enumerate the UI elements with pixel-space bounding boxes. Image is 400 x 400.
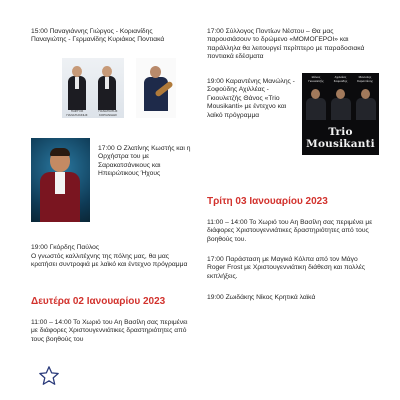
event-text: 11:00 – 14:00 Το Χωριό του Αη Βασίλη σας περιμένει με διάφορες Χριστουγεννιάτικες δραστηριότητες από τους βοηθούς του [31,319,188,343]
event-magician [207,256,377,281]
trio-name: Μανώλης Καραντένης [357,75,373,83]
musician-figure [330,89,352,119]
musician-figure [305,89,327,119]
trio-name: Αχιλλέας Σοφούδης [333,75,348,83]
event-text: 15:00 Παναγιάννης Γιώργος - Κοριανίδης Παναγιώτης - Γερμανίδης Κυριάκος Ποντιακά [31,28,165,44]
event-pontioi-nestou [207,28,375,62]
musician-figure [68,66,86,110]
musician-figure [355,89,377,119]
trio-logo-text: Trio Mousikanti [306,126,375,150]
event-trio-mousikanti [207,78,299,120]
photo-caption: ΓΙΩΡΓΟΣ ΠΑΝΑΓΙΑΝΝΗΣ [66,109,88,117]
event-text: 17:00 Παράσταση με Μαγικά Κόλπα από τον Μάγο Roger Frost με Χριστουγεννιάτικη διάθεση και πολλές εκπλήξεις. [207,256,366,280]
event-text: 17:00 Ο Ζλατίνης Κωστής και η Ορχήστρα του με Σαρακατσάνικους και Ηπειρώτικους Ήχους [98,145,191,178]
day-heading-monday: Δευτέρα 02 Ιανουαρίου 2023 [31,296,166,307]
trio-mousikanti-photo [302,73,379,155]
day-heading-tuesday: Τρίτη 03 Ιανουαρίου 2023 [207,196,328,207]
trio-name: Θάνος Γκιουλετζής [308,75,324,83]
event-santa-village-tuesday [207,219,377,244]
musician-figure [98,66,116,110]
event-text: 19:00 Ζωιδάκης Νίκος Κρητικά λαϊκά [207,294,316,301]
event-text: 17:00 Σύλλογος Ποντίων Νέστου – Θα μας παρουσιάσουν το δρώμενο «ΜΟΜΟΓΕΡΟΙ» και παράλληλα θα λειτουργεί περίπτερο με παραδοσιακά ποντιακά εδέσματα [207,28,365,61]
event-text: 19:00 Καραντένης Μανώλης - Σοφούδης Αχιλλέας - Γκιουλετζής Θάνος «Trio Mousikanti» με έντεχνο και λαϊκό πρόγραμμα [207,78,295,119]
event-text: 11:00 – 14:00 Το Χωριό του Αη Βασίλη σας περιμένει με διάφορες Χριστουγεννιάτικες δραστηριότητες από τους βοηθούς του. [207,219,373,243]
zlatinis-photo [31,138,90,222]
event-panagiannis [31,28,189,45]
event-zlatinis [98,145,194,179]
event-zoidakis [207,294,377,302]
germanidis-photo [136,58,176,118]
star-outline-icon [38,365,60,387]
photo-caption: ΠΑΝΑΓΙΩΤΗΣ ΚΟΡΙΑΝΙΔΗΣ [98,109,118,117]
event-santa-village-monday [31,319,191,344]
trio-names [304,76,377,83]
event-gkordis [31,236,191,270]
event-text: 19:00 Γκόρδης Παύλος Ο γνωστός καλλιτέχνης της πόλης μας, θα μας κρατήσει συντροφιά με λαϊκό και έντεχνο πρόγραμμα [31,244,188,269]
panagiannis-koriannidis-photo [62,58,124,118]
